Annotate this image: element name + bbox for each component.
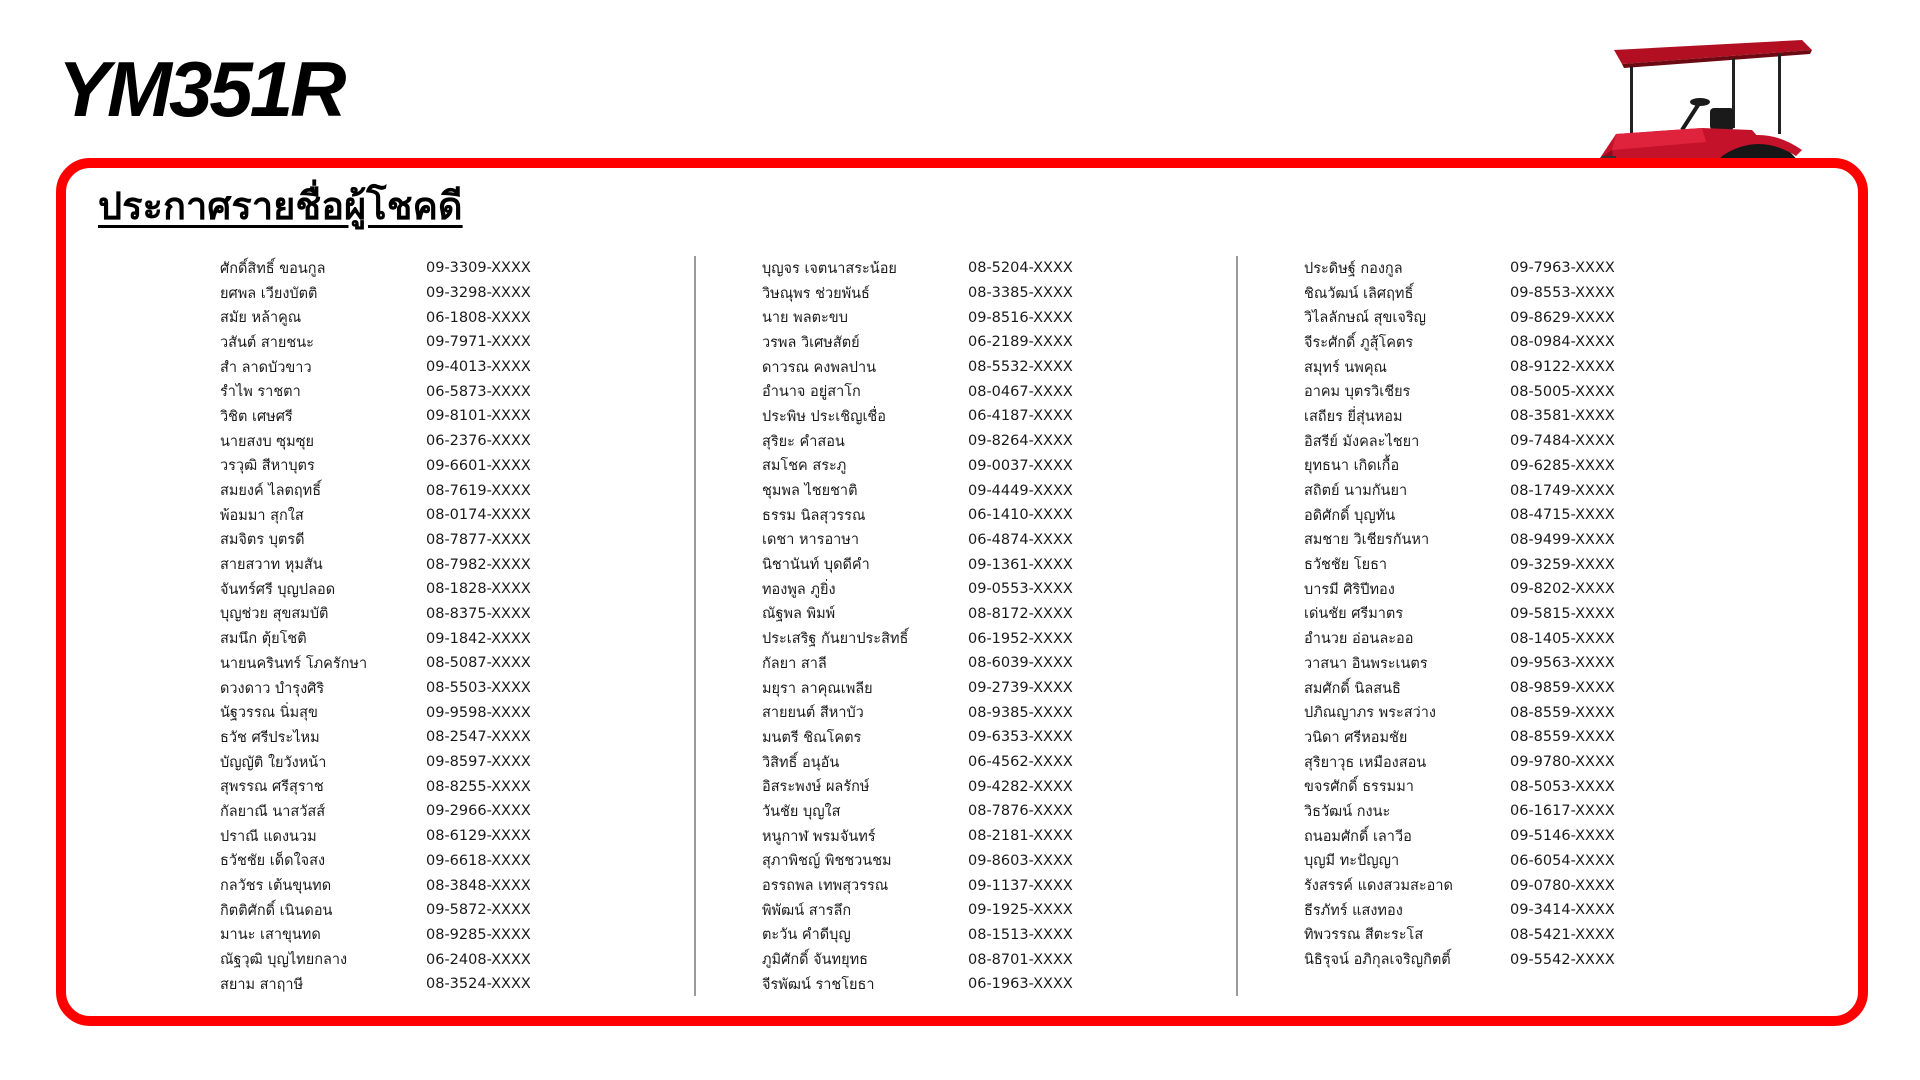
- winner-name: วิไลลักษณ์ สุขเจริญ: [1304, 310, 1426, 327]
- winner-phone: 09-2739-XXXX: [968, 680, 1073, 697]
- winner-name: หนูกาฬ พรมจันทร์: [762, 828, 876, 845]
- winner-name: กัลยาณี นาสวัสส์: [220, 803, 326, 820]
- winner-name: สมยงค์ ไลตฤทธิ์: [220, 483, 322, 500]
- winner-name: ธวัช ศรีประไหม: [220, 729, 320, 746]
- winner-phone: 08-5053-XXXX: [1510, 778, 1615, 795]
- winner-name: อำนาจ อยู่สาโก: [762, 384, 861, 401]
- winner-phone: 08-9122-XXXX: [1510, 359, 1615, 376]
- winner-name: วิษณุพร ช่วยพันธ์: [762, 285, 870, 302]
- winner-phone: 09-2966-XXXX: [426, 803, 531, 820]
- winner-row: [762, 799, 1162, 824]
- winner-name: กัลยา สาลี: [762, 655, 827, 672]
- winner-phone: 09-8629-XXXX: [1510, 309, 1615, 326]
- winner-phone: 09-0553-XXXX: [968, 581, 1073, 598]
- winner-row: [762, 651, 1162, 676]
- winner-row: [220, 429, 620, 454]
- winner-name: สุริยาวุธ เหมืองสอน: [1304, 754, 1427, 771]
- winner-name: จีระศักดิ์ ภูสุ้โคตร: [1304, 334, 1414, 351]
- winner-phone: 08-5087-XXXX: [426, 655, 531, 672]
- winner-name: สำ ลาดบัวขาว: [220, 359, 312, 376]
- winner-name: เด่นชัย ศรีมาตร: [1304, 606, 1404, 623]
- winner-name: ธวัชชัย โยธา: [1304, 557, 1388, 574]
- winner-row: [762, 552, 1162, 577]
- winner-phone: 08-4715-XXXX: [1510, 507, 1615, 524]
- winner-phone: 08-9285-XXXX: [426, 926, 531, 943]
- winner-row: [762, 602, 1162, 627]
- winner-row: [220, 676, 620, 701]
- winner-phone: 08-1405-XXXX: [1510, 630, 1615, 647]
- winner-name: ตะวัน คำดีบุญ: [762, 927, 851, 944]
- winner-name: บารมี ศิริปีทอง: [1304, 581, 1395, 598]
- winner-name: ปราณี แดงนวม: [220, 828, 317, 845]
- winner-row: [1304, 676, 1704, 701]
- winner-row: [762, 972, 1162, 997]
- winner-row: [1304, 528, 1704, 553]
- winner-name: ณัฐพล พิมพ์: [762, 606, 836, 623]
- winner-name: อิสรีย์ มังคละไชยา: [1304, 433, 1420, 450]
- winner-row: [1304, 626, 1704, 651]
- winner-phone: 08-3581-XXXX: [1510, 408, 1615, 425]
- winner-name: ขจรศักดิ์ ธรรมมา: [1304, 779, 1414, 796]
- winner-phone: 08-5503-XXXX: [426, 680, 531, 697]
- winner-phone: 08-3524-XXXX: [426, 976, 531, 993]
- winner-row: [1304, 478, 1704, 503]
- winner-name: นายสงบ ซุมซุย: [220, 433, 315, 450]
- winner-name: สมชาย วิเชียรกันหา: [1304, 532, 1430, 549]
- winner-name: มานะ เสาขุนทด: [220, 927, 321, 944]
- winner-row: [220, 355, 620, 380]
- winner-name: สมนึก ตุ้ยโชติ: [220, 631, 307, 648]
- winner-row: [762, 626, 1162, 651]
- winner-row: [762, 429, 1162, 454]
- winner-row: [1304, 873, 1704, 898]
- winner-name: จีรพัฒน์ ราชโยธา: [762, 976, 875, 993]
- winner-name: วิชิต เศษศรี: [220, 408, 293, 425]
- winner-phone: 09-4282-XXXX: [968, 778, 1073, 795]
- winner-row: [762, 700, 1162, 725]
- winner-phone: 08-6039-XXXX: [968, 655, 1073, 672]
- winner-row: [220, 849, 620, 874]
- winner-name: นายนครินทร์ โภครักษา: [220, 655, 368, 672]
- winner-row: [220, 651, 620, 676]
- model-title: YM351R: [58, 45, 344, 133]
- winner-phone: 08-7619-XXXX: [426, 482, 531, 499]
- winner-name: สุริยะ คำสอน: [762, 433, 845, 450]
- winner-row: [220, 923, 620, 948]
- winner-phone: 09-7971-XXXX: [426, 334, 531, 351]
- winner-name: ประพิษ ประเชิญเชื่อ: [762, 408, 886, 425]
- winner-phone: 09-9780-XXXX: [1510, 754, 1615, 771]
- winner-row: [762, 725, 1162, 750]
- winner-row: [220, 577, 620, 602]
- winner-phone: 08-2181-XXXX: [968, 828, 1073, 845]
- winner-phone: 09-8264-XXXX: [968, 433, 1073, 450]
- winner-name: ชุมพล ไชยชาติ: [762, 483, 858, 500]
- winner-row: [1304, 330, 1704, 355]
- winner-name: ประดิษฐ์ กองกูล: [1304, 260, 1403, 277]
- winner-phone: 09-4013-XXXX: [426, 359, 531, 376]
- winner-name: ปภิณญาภร พระสว่าง: [1304, 705, 1437, 722]
- winner-phone: 08-7877-XXXX: [426, 531, 531, 548]
- winner-row: [220, 379, 620, 404]
- winner-phone: 08-1749-XXXX: [1510, 482, 1615, 499]
- winner-row: [220, 281, 620, 306]
- winner-phone: 06-6054-XXXX: [1510, 852, 1615, 869]
- winner-row: [1304, 774, 1704, 799]
- winner-phone: 08-9499-XXXX: [1510, 531, 1615, 548]
- winners-column-3: [1304, 256, 1704, 972]
- winner-row: [762, 478, 1162, 503]
- column-divider: [1236, 256, 1238, 996]
- winner-phone: 06-4187-XXXX: [968, 408, 1073, 425]
- winner-phone: 08-1513-XXXX: [968, 926, 1073, 943]
- winner-phone: 08-9859-XXXX: [1510, 680, 1615, 697]
- winner-name: ศักดิ์สิทธิ์ ขอนกูล: [220, 260, 326, 277]
- winner-name: พิพัฒน์ สารลึก: [762, 902, 852, 919]
- winner-name: ณัฐวุฒิ บุญไทยกลาง: [220, 952, 348, 969]
- winner-row: [762, 503, 1162, 528]
- winner-phone: 09-0037-XXXX: [968, 457, 1073, 474]
- winner-phone: 06-2376-XXXX: [426, 433, 531, 450]
- winner-row: [762, 330, 1162, 355]
- winner-row: [1304, 750, 1704, 775]
- winner-name: ทองพูล ภูยิ่ง: [762, 581, 836, 598]
- winner-row: [762, 849, 1162, 874]
- winner-name: จันทร์ศรี บุญปลอด: [220, 581, 336, 598]
- winner-phone: 08-0467-XXXX: [968, 383, 1073, 400]
- winner-name: ธีรภัทร์ แสงทอง: [1304, 902, 1403, 919]
- winner-name: ยุทธนา เกิดเกื้อ: [1304, 458, 1400, 475]
- winner-phone: 09-8603-XXXX: [968, 852, 1073, 869]
- winner-phone: 09-5542-XXXX: [1510, 951, 1615, 968]
- winner-name: ทิพวรรณ สีตะระโส: [1304, 927, 1424, 944]
- winner-phone: 09-3259-XXXX: [1510, 556, 1615, 573]
- winner-name: วรวุฒิ สีหาบุตร: [220, 458, 315, 475]
- winner-name: บุญช่วย สุขสมบัติ: [220, 606, 329, 623]
- winner-name: กิตติศักดิ์ เนินดอน: [220, 902, 333, 919]
- winner-phone: 09-3298-XXXX: [426, 285, 531, 302]
- winner-name: สมศักดิ์ นิลสนธิ: [1304, 680, 1401, 697]
- winner-name: มยุรา ลาคุณเพลีย: [762, 680, 873, 697]
- page-heading: ประกาศรายชื่อผู้โชคดี: [98, 184, 463, 228]
- winner-row: [762, 577, 1162, 602]
- winner-row: [220, 626, 620, 651]
- winner-name: วาสนา อินพระเนตร: [1304, 655, 1428, 672]
- winner-row: [762, 454, 1162, 479]
- winner-phone: 08-0984-XXXX: [1510, 334, 1615, 351]
- winner-row: [762, 305, 1162, 330]
- winner-row: [1304, 577, 1704, 602]
- winner-phone: 08-5421-XXXX: [1510, 926, 1615, 943]
- winner-phone: 08-8559-XXXX: [1510, 729, 1615, 746]
- winner-name: วนิดา ศรีหอมชัย: [1304, 729, 1408, 746]
- winner-phone: 08-1828-XXXX: [426, 581, 531, 598]
- winner-name: นิชานันท์ บุดดีคำ: [762, 557, 870, 574]
- column-divider: [694, 256, 696, 996]
- winner-row: [1304, 602, 1704, 627]
- winner-name: เสถียร ยี่สุ่นหอม: [1304, 408, 1403, 425]
- winner-name: นาย พลตะขบ: [762, 310, 848, 327]
- winner-name: รังสรรค์ แดงสวมสะอาด: [1304, 878, 1453, 895]
- winner-phone: 08-9385-XXXX: [968, 704, 1073, 721]
- winner-row: [220, 404, 620, 429]
- winner-row: [762, 404, 1162, 429]
- winner-row: [220, 774, 620, 799]
- winner-name: บัญญัติ ใยวังหน้า: [220, 754, 327, 771]
- winner-name: พ้อมมา สุกใส: [220, 507, 304, 524]
- winner-row: [762, 947, 1162, 972]
- winner-phone: 09-5815-XXXX: [1510, 605, 1615, 622]
- winner-row: [1304, 305, 1704, 330]
- winner-name: บุญมี ทะปัญญา: [1304, 853, 1400, 870]
- winner-row: [220, 799, 620, 824]
- winner-name: สายสวาท หุมสัน: [220, 557, 323, 574]
- winner-name: มนตรี ชิณโคตร: [762, 729, 862, 746]
- winner-name: บุญจร เจตนาสระน้อย: [762, 260, 897, 277]
- winner-row: [220, 873, 620, 898]
- winner-phone: 09-3414-XXXX: [1510, 902, 1615, 919]
- winner-phone: 09-8101-XXXX: [426, 408, 531, 425]
- winner-phone: 08-0174-XXXX: [426, 507, 531, 524]
- winner-name: ธรรม นิลสุวรรณ: [762, 507, 866, 524]
- winner-row: [762, 824, 1162, 849]
- winner-phone: 08-6129-XXXX: [426, 828, 531, 845]
- winner-phone: 09-1842-XXXX: [426, 630, 531, 647]
- winner-phone: 09-1361-XXXX: [968, 556, 1073, 573]
- winner-row: [220, 972, 620, 997]
- winner-row: [220, 256, 620, 281]
- winner-name: สยาม สาฤาษี: [220, 976, 304, 993]
- winner-phone: 09-0780-XXXX: [1510, 877, 1615, 894]
- winner-phone: 09-8516-XXXX: [968, 309, 1073, 326]
- winner-name: สมโชค สระภู: [762, 458, 847, 475]
- winner-phone: 06-5873-XXXX: [426, 383, 531, 400]
- winner-name: วิธวัฒน์ กงนะ: [1304, 803, 1391, 820]
- winner-phone: 08-2547-XXXX: [426, 729, 531, 746]
- winner-row: [762, 528, 1162, 553]
- winner-name: สายยนต์ สีหาบัว: [762, 705, 864, 722]
- winner-row: [220, 454, 620, 479]
- winner-phone: 06-4562-XXXX: [968, 754, 1073, 771]
- winner-name: เดชา หารอาษา: [762, 532, 860, 549]
- winner-row: [1304, 849, 1704, 874]
- winner-row: [762, 379, 1162, 404]
- winner-name: นิธิรุจน์ อภิกุลเจริญกิตติ์: [1304, 952, 1451, 969]
- winner-phone: 09-9563-XXXX: [1510, 655, 1615, 672]
- winner-row: [1304, 947, 1704, 972]
- winner-row: [220, 750, 620, 775]
- winner-row: [1304, 651, 1704, 676]
- winner-name: อรรถพล เทพสุวรรณ: [762, 878, 889, 895]
- winner-row: [220, 824, 620, 849]
- winners-column-1: [220, 256, 620, 997]
- winner-name: สมัย หล้าคูณ: [220, 310, 302, 327]
- winner-phone: 08-8375-XXXX: [426, 605, 531, 622]
- winner-phone: 08-7982-XXXX: [426, 556, 531, 573]
- winner-name: สมุทร์ นพคุณ: [1304, 359, 1387, 376]
- winner-phone: 09-3309-XXXX: [426, 260, 531, 277]
- winner-row: [762, 750, 1162, 775]
- winner-phone: 08-3848-XXXX: [426, 877, 531, 894]
- winner-phone: 08-5005-XXXX: [1510, 383, 1615, 400]
- winner-row: [762, 256, 1162, 281]
- winner-phone: 06-2189-XXXX: [968, 334, 1073, 351]
- winner-name: ชิณวัฒน์ เลิศฤทธิ์: [1304, 285, 1414, 302]
- winner-row: [220, 528, 620, 553]
- winner-row: [762, 873, 1162, 898]
- winner-phone: 06-1952-XXXX: [968, 630, 1073, 647]
- winner-phone: 09-4449-XXXX: [968, 482, 1073, 499]
- winner-phone: 09-8202-XXXX: [1510, 581, 1615, 598]
- winner-row: [762, 281, 1162, 306]
- winner-phone: 09-7963-XXXX: [1510, 260, 1615, 277]
- winner-phone: 09-6601-XXXX: [426, 457, 531, 474]
- winner-phone: 09-6353-XXXX: [968, 729, 1073, 746]
- winner-phone: 06-4874-XXXX: [968, 531, 1073, 548]
- winner-phone: 08-8255-XXXX: [426, 778, 531, 795]
- winner-phone: 06-2408-XXXX: [426, 951, 531, 968]
- winner-row: [220, 725, 620, 750]
- winner-row: [1304, 404, 1704, 429]
- winner-row: [762, 898, 1162, 923]
- winner-phone: 08-3385-XXXX: [968, 285, 1073, 302]
- winner-row: [1304, 503, 1704, 528]
- winner-phone: 09-8553-XXXX: [1510, 285, 1615, 302]
- winner-phone: 09-1137-XXXX: [968, 877, 1073, 894]
- winner-phone: 08-8701-XXXX: [968, 951, 1073, 968]
- winner-row: [1304, 256, 1704, 281]
- winner-row: [1304, 799, 1704, 824]
- winner-row: [220, 898, 620, 923]
- winner-phone: 08-7876-XXXX: [968, 803, 1073, 820]
- winner-phone: 08-5204-XXXX: [968, 260, 1073, 277]
- winner-name: กลวัชร เต้นขุนทด: [220, 878, 332, 895]
- winner-row: [220, 478, 620, 503]
- winner-row: [1304, 700, 1704, 725]
- winner-phone: 08-5532-XXXX: [968, 359, 1073, 376]
- winner-row: [1304, 454, 1704, 479]
- winner-row: [220, 503, 620, 528]
- winner-name: วิสิทธิ์ อนุอัน: [762, 754, 840, 771]
- winner-row: [1304, 725, 1704, 750]
- winner-row: [1304, 355, 1704, 380]
- winner-row: [1304, 281, 1704, 306]
- winner-name: สุภาพิชญ์ พิชชวนชม: [762, 853, 892, 870]
- winner-name: สถิตย์ นามกันยา: [1304, 483, 1408, 500]
- winner-phone: 08-8559-XXXX: [1510, 704, 1615, 721]
- winner-row: [762, 676, 1162, 701]
- winner-row: [220, 947, 620, 972]
- winner-name: อิสระพงษ์ ผลรักษ์: [762, 779, 870, 796]
- winner-name: ธวัชชัย เด็ดใจสง: [220, 853, 326, 870]
- winner-phone: 09-6618-XXXX: [426, 852, 531, 869]
- winner-row: [1304, 379, 1704, 404]
- winner-name: ถนอมศักดิ์ เลาวีอ: [1304, 828, 1412, 845]
- winner-name: วสันต์ สายชนะ: [220, 334, 314, 351]
- winner-row: [1304, 824, 1704, 849]
- winner-name: สมจิตร บุตรดี: [220, 532, 305, 549]
- winner-row: [220, 602, 620, 627]
- winner-row: [220, 330, 620, 355]
- winner-row: [1304, 923, 1704, 948]
- winner-phone: 06-1617-XXXX: [1510, 803, 1615, 820]
- winner-phone: 06-1808-XXXX: [426, 309, 531, 326]
- winner-name: อดิศักดิ์ บุญทัน: [1304, 507, 1396, 524]
- winner-phone: 09-5146-XXXX: [1510, 828, 1615, 845]
- winner-row: [220, 700, 620, 725]
- winner-phone: 09-1925-XXXX: [968, 902, 1073, 919]
- winner-name: นัฐวรรณ นิ่มสุข: [220, 705, 318, 722]
- winner-row: [762, 774, 1162, 799]
- winner-row: [762, 355, 1162, 380]
- winner-phone: 09-6285-XXXX: [1510, 457, 1615, 474]
- winner-row: [762, 923, 1162, 948]
- winner-row: [1304, 429, 1704, 454]
- winner-phone: 09-9598-XXXX: [426, 704, 531, 721]
- winner-name: วรพล วิเศษสัตย์: [762, 334, 860, 351]
- winner-row: [1304, 898, 1704, 923]
- winner-phone: 09-5872-XXXX: [426, 902, 531, 919]
- winner-name: ยศพล เวียงบัตติ: [220, 285, 318, 302]
- winner-phone: 09-8597-XXXX: [426, 754, 531, 771]
- winner-name: ดาวรณ คงพลปาน: [762, 359, 877, 376]
- winner-phone: 06-1963-XXXX: [968, 976, 1073, 993]
- winner-name: ดวงดาว บำรุงศิริ: [220, 680, 325, 697]
- winner-row: [220, 305, 620, 330]
- winners-column-2: [762, 256, 1162, 997]
- winner-name: อาคม บุตรวิเชียร: [1304, 384, 1411, 401]
- winner-name: ประเสริฐ กันยาประสิทธิ์: [762, 631, 909, 648]
- winner-row: [1304, 552, 1704, 577]
- winner-phone: 09-7484-XXXX: [1510, 433, 1615, 450]
- winner-name: ภูมิศักดิ์ จันทยุทธ: [762, 952, 868, 969]
- winner-name: วันชัย บุญใส: [762, 803, 841, 820]
- winner-phone: 06-1410-XXXX: [968, 507, 1073, 524]
- winner-name: สุพรรณ ศรีสุราช: [220, 779, 324, 796]
- winner-name: รำไพ ราชตา: [220, 384, 301, 401]
- winner-phone: 08-8172-XXXX: [968, 605, 1073, 622]
- winner-row: [220, 552, 620, 577]
- winner-name: อำนวย อ่อนละออ: [1304, 631, 1414, 648]
